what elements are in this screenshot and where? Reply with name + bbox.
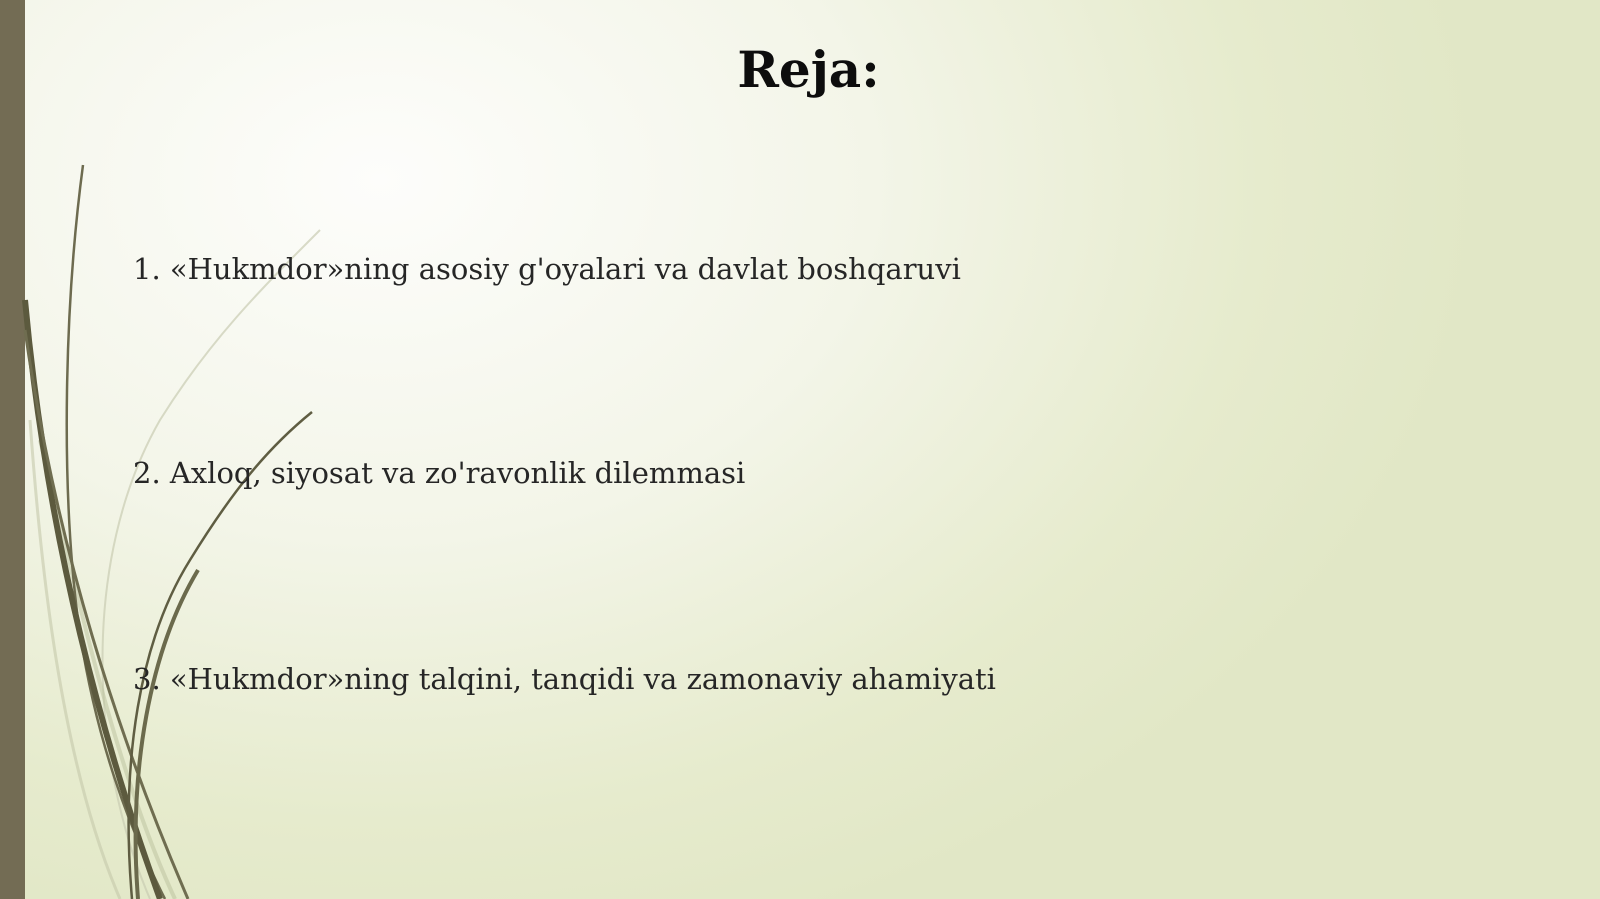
plan-item-1: 1. «Hukmdor»ning asosiy g'oyalari va davlat boshqaruvi (133, 252, 961, 286)
plan-item-3: 3. «Hukmdor»ning talqini, tanqidi va zamonaviy ahamiyati (133, 662, 996, 696)
plan-item-2: 2. Axloq, siyosat va zo'ravonlik dilemmasi (133, 456, 746, 490)
slide-title: Reja: (737, 40, 880, 99)
